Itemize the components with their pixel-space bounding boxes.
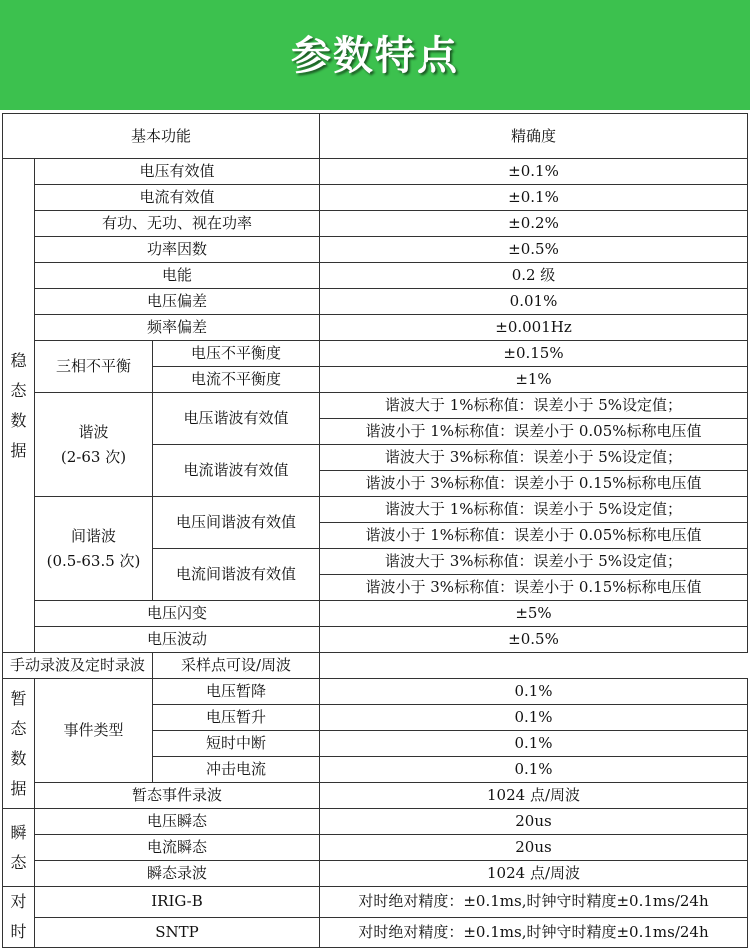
table-row [3, 263, 748, 289]
table-row [3, 159, 748, 185]
group-event-type: 事件类型 [35, 679, 153, 783]
row-value: ±5% [320, 601, 748, 627]
row-value: 20us [320, 809, 748, 835]
table-row [3, 497, 748, 523]
group-interharmonic-line2: (0.5-63.5 次) [46, 551, 141, 570]
table-row [3, 809, 748, 835]
table-row [3, 653, 748, 679]
row-value: ±0.1% [320, 185, 748, 211]
row-value-line2: 谐波小于 3%标称值：误差小于 0.15%标称电压值 [320, 471, 748, 497]
group-timing: 对时 [3, 887, 35, 948]
row-label: 功率因数 [35, 237, 320, 263]
row-value: 0.1% [320, 757, 748, 783]
header-function: 基本功能 [3, 114, 320, 159]
row-value: 采样点可设/周波 [153, 653, 320, 679]
row-label: 电压暂升 [153, 705, 320, 731]
row-value-line2: 谐波小于 1%标称值：误差小于 0.05%标称电压值 [320, 523, 748, 549]
row-label: 手动录波及定时录波 [3, 653, 153, 679]
row-value: ±0.5% [320, 237, 748, 263]
row-value: 对时绝对精度：±0.1ms,时钟守时精度±0.1ms/24h [320, 887, 748, 918]
row-value: 20us [320, 835, 748, 861]
table-row [3, 601, 748, 627]
table-row [3, 783, 748, 809]
row-label: 电流不平衡度 [153, 367, 320, 393]
row-label: 电压谐波有效值 [153, 393, 320, 445]
table-row [3, 341, 748, 367]
row-value-line2: 谐波小于 1%标称值：误差小于 0.05%标称电压值 [320, 419, 748, 445]
group-transient: 瞬态 [3, 809, 35, 887]
table-row [3, 237, 748, 263]
row-value: 1024 点/周波 [320, 861, 748, 887]
table-row [3, 887, 748, 918]
row-value-line1: 谐波大于 3%标称值：误差小于 5%设定值； [320, 549, 748, 575]
group-interharmonic [35, 497, 153, 601]
row-label: 短时中断 [153, 731, 320, 757]
table-row [3, 393, 748, 419]
row-label: 冲击电流 [153, 757, 320, 783]
group-steady: 稳态数据 [3, 159, 35, 653]
table-row [3, 917, 748, 948]
row-label: 频率偏差 [35, 315, 320, 341]
page-title: 参数特点 [291, 33, 459, 79]
row-value-line1: 谐波大于 3%标称值：误差小于 5%设定值； [320, 445, 748, 471]
row-value: ±0.1% [320, 159, 748, 185]
table-row [3, 289, 748, 315]
table-row [3, 211, 748, 237]
table-header-row [3, 114, 748, 159]
row-label: 暂态事件录波 [35, 783, 320, 809]
row-label: 瞬态录波 [35, 861, 320, 887]
row-label: 电压波动 [35, 627, 320, 653]
row-label: 电流瞬态 [35, 835, 320, 861]
table-row [3, 835, 748, 861]
spec-table [2, 113, 748, 948]
header-accuracy: 精确度 [320, 114, 748, 159]
row-label: IRIG-B [35, 887, 320, 918]
row-value: 0.1% [320, 705, 748, 731]
row-label: 电流谐波有效值 [153, 445, 320, 497]
row-value-line1: 谐波大于 1%标称值：误差小于 5%设定值； [320, 393, 748, 419]
row-value: 1024 点/周波 [320, 783, 748, 809]
group-harmonic-line2: (2-63 次) [60, 447, 127, 466]
row-label: 电压偏差 [35, 289, 320, 315]
row-value: 0.01% [320, 289, 748, 315]
row-value: 0.2 级 [320, 263, 748, 289]
row-value: 0.1% [320, 679, 748, 705]
row-label: 电流间谐波有效值 [153, 549, 320, 601]
row-value: ±0.2% [320, 211, 748, 237]
group-interharmonic-line1: 间谐波 [70, 526, 116, 545]
table-row [3, 185, 748, 211]
row-value-line2: 谐波小于 3%标称值：误差小于 0.15%标称电压值 [320, 575, 748, 601]
row-label: 电压瞬态 [35, 809, 320, 835]
group-harmonic-line1: 谐波 [78, 422, 109, 441]
row-label: 电能 [35, 263, 320, 289]
row-label: 电压间谐波有效值 [153, 497, 320, 549]
row-label: 电压有效值 [35, 159, 320, 185]
group-harmonic [35, 393, 153, 497]
row-label: 电压不平衡度 [153, 341, 320, 367]
row-label: 电压闪变 [35, 601, 320, 627]
row-value-line1: 谐波大于 1%标称值：误差小于 5%设定值； [320, 497, 748, 523]
table-row [3, 861, 748, 887]
row-label: 电流有效值 [35, 185, 320, 211]
row-value: ±0.001Hz [320, 315, 748, 341]
row-value: ±0.5% [320, 627, 748, 653]
group-temporary: 暂态数据 [3, 679, 35, 809]
row-label: SNTP [35, 917, 320, 948]
row-value: 对时绝对精度：±0.1ms,时钟守时精度±0.1ms/24h [320, 917, 748, 948]
row-label: 有功、无功、视在功率 [35, 211, 320, 237]
title-banner [0, 0, 750, 110]
table-row [3, 315, 748, 341]
table-row [3, 679, 748, 705]
group-unbalance: 三相不平衡 [35, 341, 153, 393]
table-row [3, 627, 748, 653]
row-value: ±0.15% [320, 341, 748, 367]
row-value: 0.1% [320, 731, 748, 757]
row-value: ±1% [320, 367, 748, 393]
row-label: 电压暂降 [153, 679, 320, 705]
